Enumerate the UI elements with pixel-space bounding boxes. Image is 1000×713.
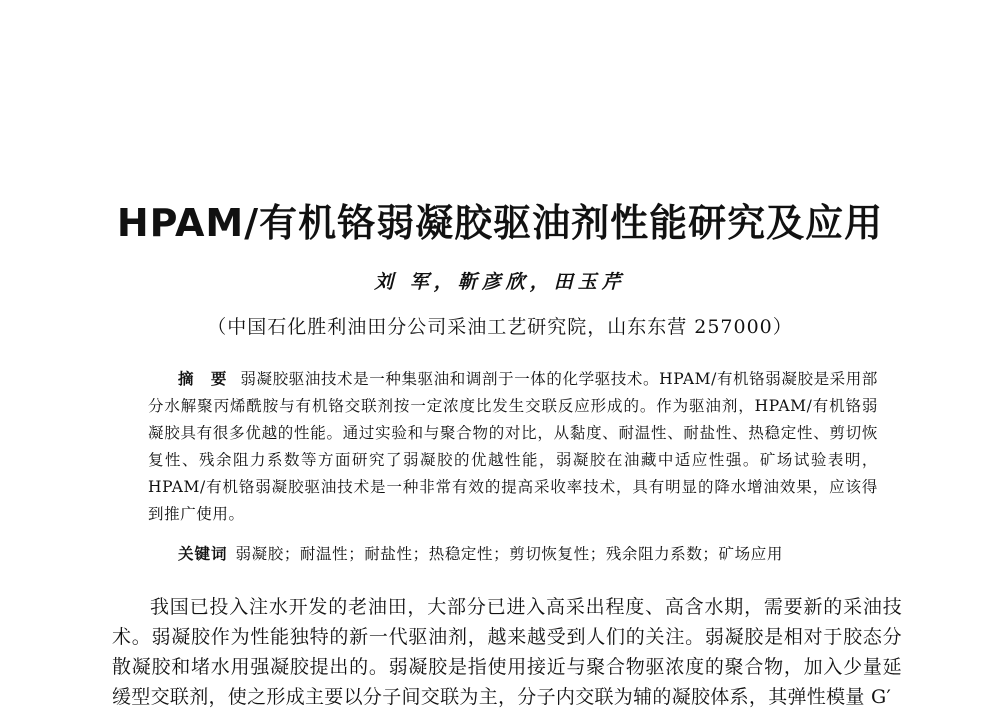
author-list: 刘 军，靳彦欣，田玉芹 <box>374 271 626 293</box>
keywords-label: 关键词 <box>178 545 228 563</box>
paper-title: HPAM/有机铬弱凝胶驱油剂性能研究及应用 <box>116 201 884 245</box>
abstract <box>148 366 878 528</box>
keywords-text: 弱凝胶；耐温性；耐盐性；热稳定性；剪切恢复性；残余阻力系数；矿场应用 <box>235 545 783 563</box>
keywords <box>148 541 878 568</box>
affiliation: （中国石化胜利油田分公司采油工艺研究院，山东东营 257000） <box>207 316 793 338</box>
body-paragraph: 我国已投入注水开发的老油田，大部分已进入高采出程度、高含水期，需要新的采油技术。弱凝胶作为性能独特的新一代驱油剂，越来越受到人们的关注。弱凝胶是相对于胶态分散凝胶和堵水用强凝胶提出的。弱凝胶是指使用接近与聚合物驱浓度的聚合物，加入少量延缓型交联剂，使之形成主要以分子间交联为主，分子内交联为辅的凝胶体系，其弹性模量 G′ <box>112 596 902 708</box>
abstract-label: 摘 要 <box>178 370 233 388</box>
abstract-text: 弱凝胶驱油技术是一种集驱油和调剖于一体的化学驱技术。HPAM/有机铬弱凝胶是采用部分水解聚丙烯酰胺与有机铬交联剂按一定浓度比发生交联反应形成的。作为驱油剂，HPAM/有机铬弱凝胶具有很多优越的性能。通过实验和与聚合物的对比，从黏度、耐温性、耐盐性、热稳定性、剪切恢复性、残余阻力系数等方面研究了弱凝胶的优越性能，弱凝胶在油藏中适应性强。矿场试验表明，HPAM/有机铬弱凝胶驱油技术是一种非常有效的提高采收率技术，具有明显的降水增油效果，应该得到推广使用。 <box>148 370 878 523</box>
